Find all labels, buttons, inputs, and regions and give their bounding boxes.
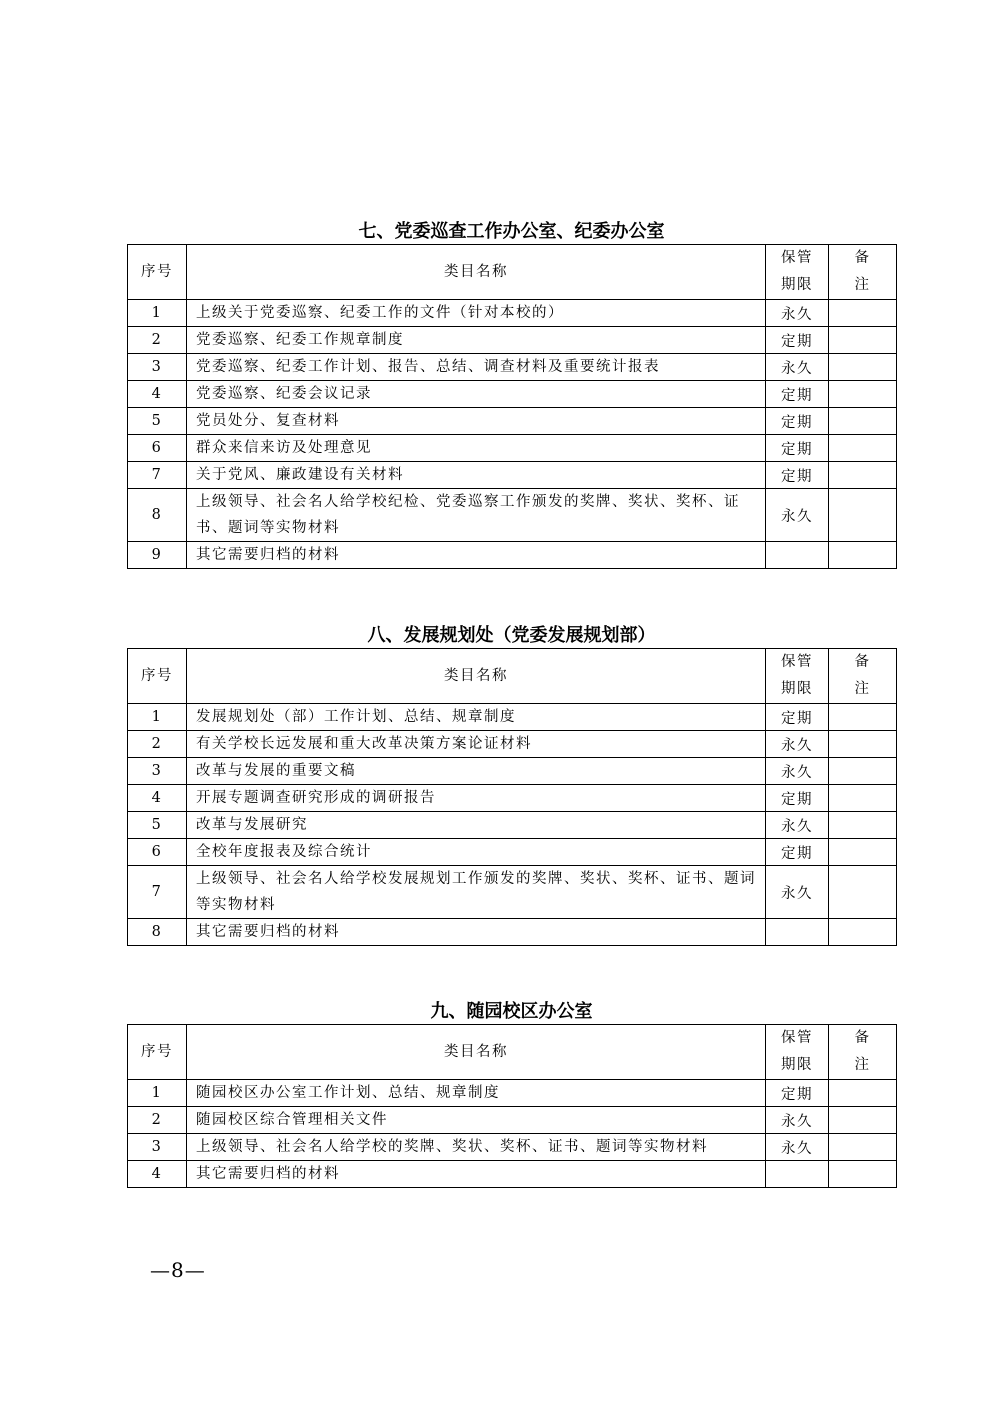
row-num: 2 bbox=[128, 1107, 187, 1134]
row-note bbox=[829, 489, 897, 542]
row-name: 关于党风、廉政建设有关材料 bbox=[187, 462, 766, 489]
row-num: 9 bbox=[128, 542, 187, 569]
row-note bbox=[829, 354, 897, 381]
row-term bbox=[766, 542, 829, 569]
table-header-row bbox=[128, 649, 897, 704]
row-name: 有关学校长远发展和重大改革决策方案论证材料 bbox=[187, 731, 766, 758]
row-num: 3 bbox=[128, 354, 187, 381]
row-term: 定期 bbox=[766, 1080, 829, 1107]
table-row bbox=[128, 354, 897, 381]
table-row bbox=[128, 704, 897, 731]
row-name: 党委巡察、纪委工作规章制度 bbox=[187, 327, 766, 354]
row-note bbox=[829, 919, 897, 946]
header-term: 保管 期限 bbox=[766, 649, 829, 704]
table-row bbox=[128, 866, 897, 919]
row-term: 永久 bbox=[766, 489, 829, 542]
table-row bbox=[128, 731, 897, 758]
header-term: 保管 期限 bbox=[766, 245, 829, 300]
row-num: 6 bbox=[128, 435, 187, 462]
header-note: 备 注 bbox=[829, 245, 897, 300]
table-row bbox=[128, 300, 897, 327]
row-note bbox=[829, 300, 897, 327]
row-name: 上级关于党委巡察、纪委工作的文件（针对本校的） bbox=[187, 300, 766, 327]
table-row bbox=[128, 785, 897, 812]
table-row bbox=[128, 1107, 897, 1134]
row-num: 8 bbox=[128, 919, 187, 946]
row-name: 党员处分、复查材料 bbox=[187, 408, 766, 435]
row-name: 发展规划处（部）工作计划、总结、规章制度 bbox=[187, 704, 766, 731]
archive-table bbox=[127, 648, 897, 946]
row-term: 永久 bbox=[766, 300, 829, 327]
row-term: 定期 bbox=[766, 839, 829, 866]
row-term: 永久 bbox=[766, 1107, 829, 1134]
row-note bbox=[829, 812, 897, 839]
table-header-row bbox=[128, 245, 897, 300]
header-name: 类目名称 bbox=[187, 649, 766, 704]
row-term: 定期 bbox=[766, 785, 829, 812]
row-num: 1 bbox=[128, 300, 187, 327]
row-note bbox=[829, 381, 897, 408]
row-term bbox=[766, 1161, 829, 1188]
table-row bbox=[128, 1080, 897, 1107]
archive-table bbox=[127, 1024, 897, 1188]
row-num: 4 bbox=[128, 785, 187, 812]
section-8 bbox=[127, 624, 896, 946]
row-name: 随园校区办公室工作计划、总结、规章制度 bbox=[187, 1080, 766, 1107]
row-term: 定期 bbox=[766, 704, 829, 731]
row-term: 永久 bbox=[766, 812, 829, 839]
row-note bbox=[829, 327, 897, 354]
row-num: 2 bbox=[128, 731, 187, 758]
row-term: 永久 bbox=[766, 354, 829, 381]
table-row bbox=[128, 919, 897, 946]
header-name: 类目名称 bbox=[187, 245, 766, 300]
header-name: 类目名称 bbox=[187, 1025, 766, 1080]
section-title: 九、随园校区办公室 bbox=[430, 1001, 593, 1022]
row-note bbox=[829, 435, 897, 462]
row-num: 1 bbox=[128, 1080, 187, 1107]
header-term: 保管 期限 bbox=[766, 1025, 829, 1080]
archive-table bbox=[127, 244, 897, 569]
row-name: 全校年度报表及综合统计 bbox=[187, 839, 766, 866]
table-row bbox=[128, 1161, 897, 1188]
row-note bbox=[829, 758, 897, 785]
row-term: 永久 bbox=[766, 1134, 829, 1161]
row-note bbox=[829, 704, 897, 731]
section-7 bbox=[127, 220, 896, 569]
row-name: 党委巡察、纪委会议记录 bbox=[187, 381, 766, 408]
row-name: 其它需要归档的材料 bbox=[187, 542, 766, 569]
row-num: 4 bbox=[128, 381, 187, 408]
row-term: 定期 bbox=[766, 462, 829, 489]
row-term: 定期 bbox=[766, 327, 829, 354]
row-name: 改革与发展的重要文稿 bbox=[187, 758, 766, 785]
row-note bbox=[829, 408, 897, 435]
row-term: 永久 bbox=[766, 866, 829, 919]
table-row bbox=[128, 408, 897, 435]
table-row bbox=[128, 435, 897, 462]
row-name: 党委巡察、纪委工作计划、报告、总结、调查材料及重要统计报表 bbox=[187, 354, 766, 381]
row-note bbox=[829, 462, 897, 489]
row-num: 5 bbox=[128, 812, 187, 839]
row-num: 3 bbox=[128, 758, 187, 785]
row-note bbox=[829, 866, 897, 919]
header-num: 序号 bbox=[128, 649, 187, 704]
row-note bbox=[829, 839, 897, 866]
row-num: 7 bbox=[128, 866, 187, 919]
row-note bbox=[829, 1161, 897, 1188]
table-row bbox=[128, 542, 897, 569]
table-row bbox=[128, 462, 897, 489]
row-num: 8 bbox=[128, 489, 187, 542]
row-num: 2 bbox=[128, 327, 187, 354]
row-note bbox=[829, 1080, 897, 1107]
table-row bbox=[128, 327, 897, 354]
row-name: 上级领导、社会名人给学校的奖牌、奖状、奖杯、证书、题词等实物材料 bbox=[187, 1134, 766, 1161]
row-term: 定期 bbox=[766, 408, 829, 435]
header-note: 备 注 bbox=[829, 649, 897, 704]
table-header-row bbox=[128, 1025, 897, 1080]
table-row bbox=[128, 381, 897, 408]
table-row bbox=[128, 758, 897, 785]
row-name: 群众来信来访及处理意见 bbox=[187, 435, 766, 462]
header-num: 序号 bbox=[128, 1025, 187, 1080]
row-num: 7 bbox=[128, 462, 187, 489]
row-name: 其它需要归档的材料 bbox=[187, 919, 766, 946]
row-note bbox=[829, 1134, 897, 1161]
row-name: 改革与发展研究 bbox=[187, 812, 766, 839]
row-term: 定期 bbox=[766, 435, 829, 462]
section-title: 七、党委巡查工作办公室、纪委办公室 bbox=[358, 221, 665, 242]
row-num: 1 bbox=[128, 704, 187, 731]
row-name: 上级领导、社会名人给学校纪检、党委巡察工作颁发的奖牌、奖状、奖杯、证书、题词等实物材料 bbox=[187, 489, 766, 542]
row-name: 随园校区综合管理相关文件 bbox=[187, 1107, 766, 1134]
row-note bbox=[829, 1107, 897, 1134]
row-num: 5 bbox=[128, 408, 187, 435]
row-term: 定期 bbox=[766, 381, 829, 408]
row-term: 永久 bbox=[766, 758, 829, 785]
row-num: 4 bbox=[128, 1161, 187, 1188]
header-num: 序号 bbox=[128, 245, 187, 300]
row-name: 其它需要归档的材料 bbox=[187, 1161, 766, 1188]
row-note bbox=[829, 542, 897, 569]
row-term: 永久 bbox=[766, 731, 829, 758]
row-name: 上级领导、社会名人给学校发展规划工作颁发的奖牌、奖状、奖杯、证书、题词等实物材料 bbox=[187, 866, 766, 919]
section-9 bbox=[127, 1000, 896, 1188]
row-name: 开展专题调查研究形成的调研报告 bbox=[187, 785, 766, 812]
row-note bbox=[829, 731, 897, 758]
section-title: 八、发展规划处（党委发展规划部） bbox=[367, 625, 656, 646]
table-row bbox=[128, 489, 897, 542]
header-note: 备 注 bbox=[829, 1025, 897, 1080]
row-num: 3 bbox=[128, 1134, 187, 1161]
table-row bbox=[128, 1134, 897, 1161]
row-num: 6 bbox=[128, 839, 187, 866]
table-row bbox=[128, 839, 897, 866]
row-note bbox=[829, 785, 897, 812]
page-number: —8— bbox=[150, 1258, 206, 1282]
table-row bbox=[128, 812, 897, 839]
row-term bbox=[766, 919, 829, 946]
